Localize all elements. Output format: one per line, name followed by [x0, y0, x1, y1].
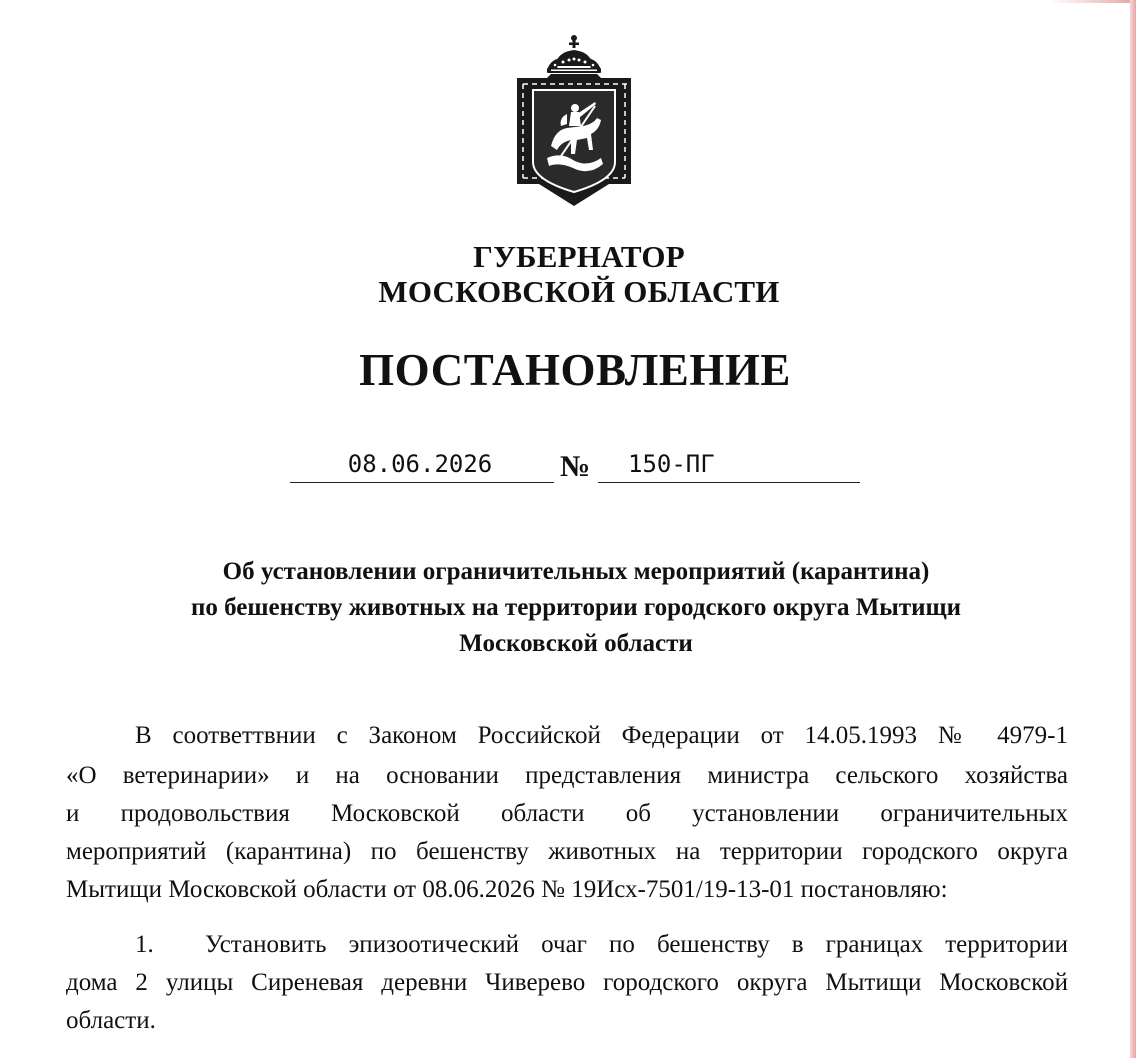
list-item-number: 1.: [135, 931, 154, 958]
document-date: 08.06.2026: [347, 450, 493, 478]
page-edge-top: [1050, 0, 1136, 3]
number-sign: №: [560, 450, 591, 483]
body-text-line: Мытищи Московской области от 08.06.2026 № 19Исх-7501/19-13-01 постановляю:: [66, 876, 948, 903]
body-text-line: мероприятий (карантина) по бешенству животных на территории городского округа: [66, 838, 1068, 865]
page-edge-right: [1130, 0, 1136, 1058]
body-text-line: В соответтвнии с Законом Российской Федерации от 14.05.1993 № 4979-1: [135, 722, 1068, 749]
subject-line: по бешенству животных на территории городского округа Мытищи: [190, 594, 962, 621]
list-item-text-line: Установить эпизоотический очаг по бешенству в границах территории: [205, 931, 1068, 958]
list-item-text-line: дома 2 улицы Сиреневая деревни Чиверево городского округа Мытищи Московской: [66, 969, 1068, 996]
body-text-line: и продовольствия Московской области об установлении ограничительных: [66, 800, 1068, 827]
coat-of-arms-icon: [511, 34, 637, 208]
document-date-field: [290, 448, 554, 483]
list-item-text-line: области.: [66, 1007, 156, 1034]
document-number-field: [598, 448, 860, 483]
subject-line: Московской области: [459, 630, 693, 657]
document-number: 150-ПГ: [628, 450, 715, 478]
subject-line: Об установлении ограничительных мероприятий (карантина): [222, 558, 930, 585]
authority-title-line1: ГУБЕРНАТОР: [473, 239, 685, 274]
authority-title-line2: МОСКОВСКОЙ ОБЛАСТИ: [378, 274, 780, 309]
body-text-line: «О ветеринарии» и на основании представления министра сельского хозяйства: [66, 762, 1068, 789]
document-type-heading: ПОСТАНОВЛЕНИЕ: [359, 345, 791, 395]
